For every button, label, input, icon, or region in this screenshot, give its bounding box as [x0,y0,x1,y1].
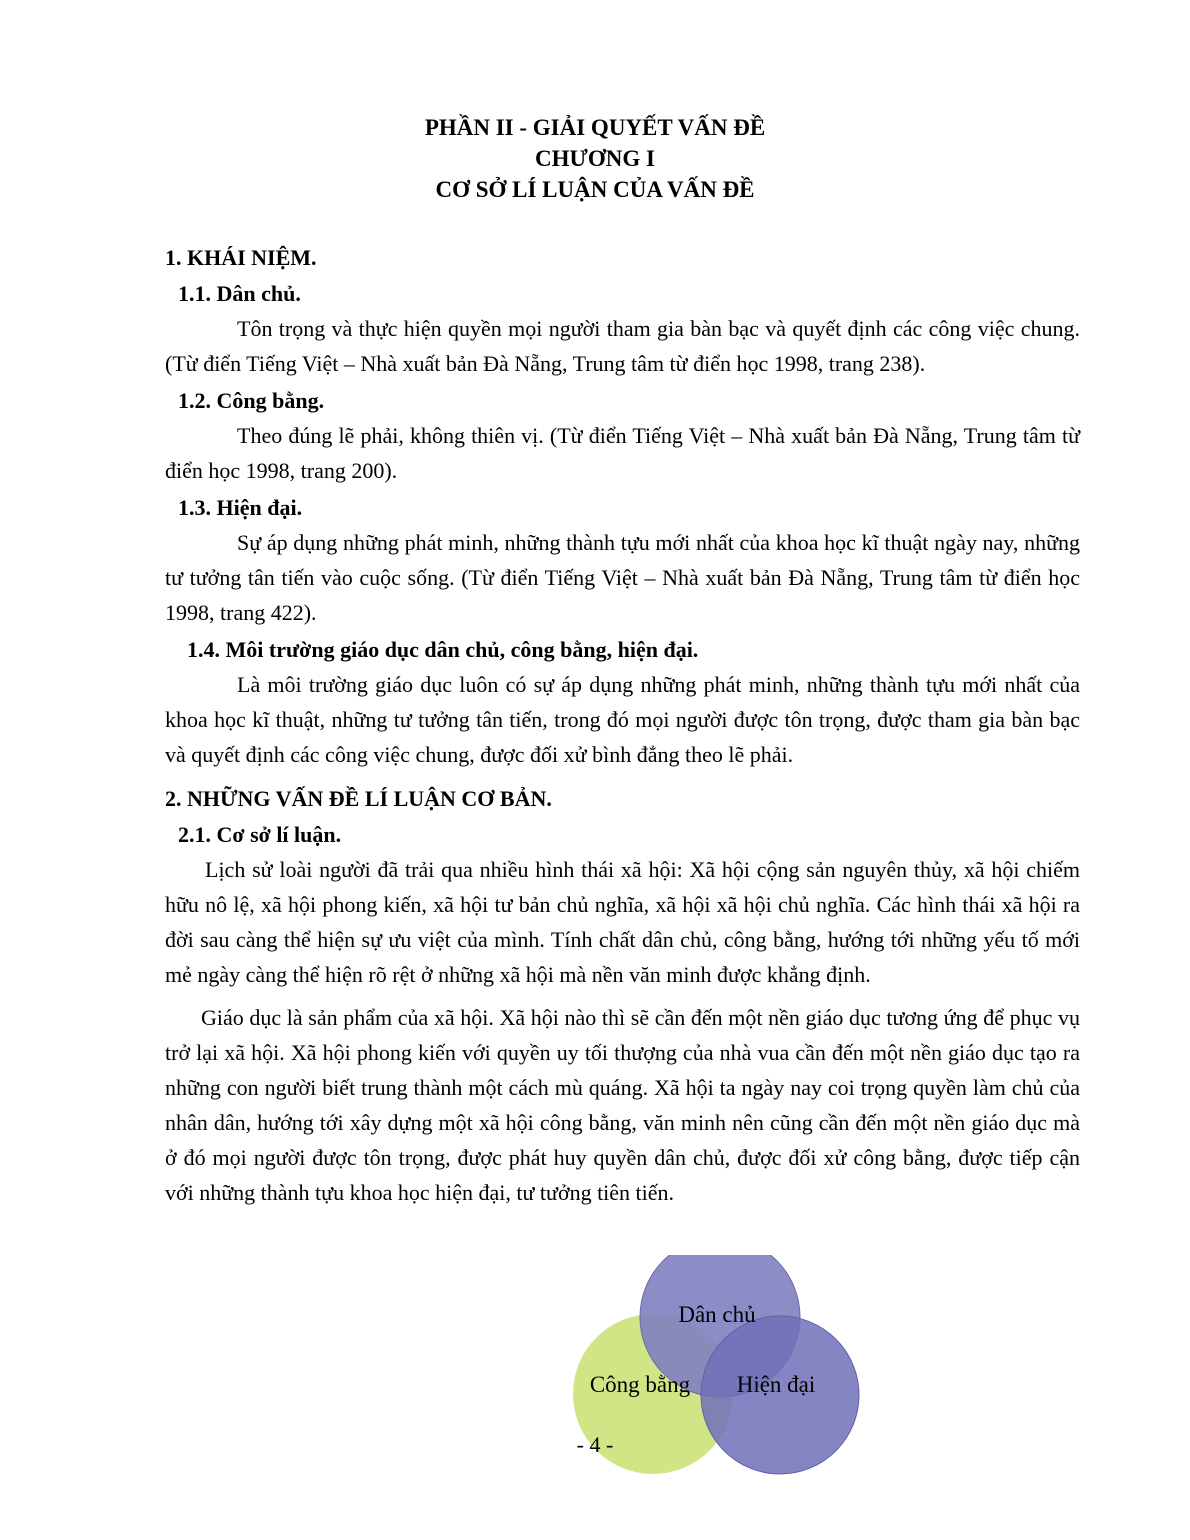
section-1-3-heading: 1.3. Hiện đại. [178,495,303,520]
section-2-heading: 2. NHỮNG VẤN ĐỀ LÍ LUẬN CƠ BẢN. [165,786,552,811]
title-block [0,112,1190,205]
section-2-1-para-2: Giáo dục là sản phẩm của xã hội. Xã hội nào thì sẽ cần đến một nền giáo dục tương ứng để phục vụ trở lại xã hội. Xã hội phong kiến với quyền uy tối thượng của nhà vua cần đến một nền giáo dục tạo ra những con người biết trung thành một cách mù quáng. Xã hội ta ngày nay coi trọng quyền làm chủ của nhân dân, hướng tới xây dựng một xã hội công bằng, văn minh nên cũng cần đến một nền giáo dục mà ở đó mọi người được tôn trọng, được phát huy quyền dân chủ, được đối xử công bằng, được tiếp cận với những thành tựu khoa học hiện đại, tư tưởng tiên tiến. [165,1005,1080,1205]
section-1-3-text: Sự áp dụng những phát minh, những thành tựu mới nhất của khoa học kĩ thuật ngày nay, những tư tưởng tân tiến vào cuộc sống. (Từ điển Tiếng Việt – Nhà xuất bản Đà Nẵng, Trung tâm từ điển học 1998, trang 422). [165,530,1080,625]
body-content [165,240,1080,1210]
venn-diagram [560,1255,870,1495]
subject-title: CƠ SỞ LÍ LUẬN CỦA VẤN ĐỀ [435,177,755,202]
section-1-1-text: Tôn trọng và thực hiện quyền mọi người tham gia bàn bạc và quyết định các công việc chung. (Từ điển Tiếng Việt – Nhà xuất bản Đà Nẵng, Trung tâm từ điển học 1998, trang 238). [165,316,1080,376]
venn-label-hien-dai: Hiện đại [736,1372,816,1397]
section-1-1-heading: 1.1. Dân chủ. [178,281,301,306]
section-1-4-text: Là môi trường giáo dục luôn có sự áp dụng những phát minh, những thành tựu mới nhất của khoa học kĩ thuật, những tư tưởng tân tiến, trong đó mọi người được tôn trọng, được tham gia bàn bạc và quyết định các công việc chung, được đối xử bình đẳng theo lẽ phải. [165,672,1080,767]
venn-label-dan-chu: Dân chủ [678,1302,756,1327]
section-2-1-para-1: Lịch sử loài người đã trải qua nhiều hình thái xã hội: Xã hội cộng sản nguyên thủy, xã hội chiếm hữu nô lệ, xã hội phong kiến, xã hội tư bản chủ nghĩa, xã hội xã hội chủ nghĩa. Các hình thái xã hội ra đời sau càng thể hiện sự ưu việt của mình. Tính chất dân chủ, công bằng, hướng tới những yếu tố mới mẻ ngày càng thể hiện rõ rệt ở những xã hội mà nền văn minh được khẳng định. [165,857,1080,987]
section-1-4-heading: 1.4. Môi trường giáo dục dân chủ, công bằng, hiện đại. [187,637,699,662]
page-number: - 4 - [576,1432,614,1457]
section-1-2-heading: 1.2. Công bằng. [178,388,325,413]
section-1-2-text: Theo đúng lẽ phải, không thiên vị. (Từ điển Tiếng Việt – Nhà xuất bản Đà Nẵng, Trung tâm từ điển học 1998, trang 200). [165,423,1080,483]
chapter-title: CHƯƠNG I [535,146,655,171]
part-title: PHẦN II - GIẢI QUYẾT VẤN ĐỀ [424,115,766,140]
venn-label-cong-bang: Công bằng [589,1372,691,1397]
section-1-heading: 1. KHÁI NIỆM. [165,245,317,270]
section-2-1-heading: 2.1. Cơ sở lí luận. [178,822,342,847]
